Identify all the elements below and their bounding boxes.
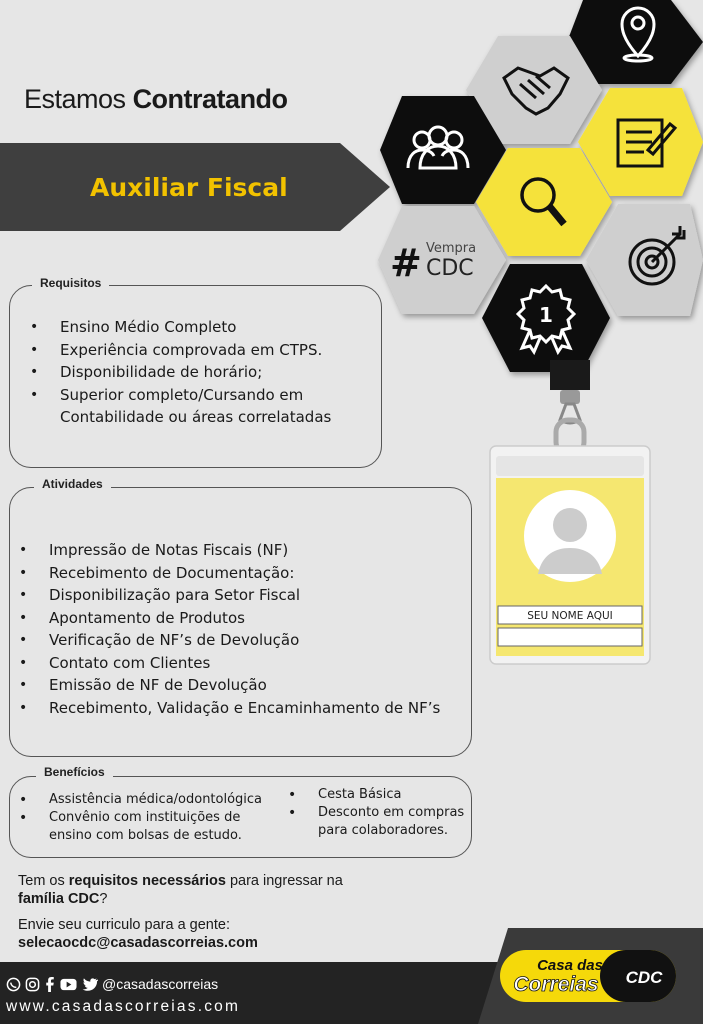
footer-logo-panel [478,928,703,1024]
hex-target [586,204,703,316]
send-cv-text: Envie seu curriculo para a gente: [18,917,230,933]
list-item: • Desconto em compras para colaboradores. [288,804,468,840]
list-item: • Verificação de NF’s de Devolução [19,629,459,652]
activities-list [19,539,459,719]
id-badge [480,360,660,670]
logo-line1: Casa das [537,957,603,974]
benefits-label: Benefícios [36,765,113,779]
list-item: • Cesta Básica [288,786,468,804]
activities-label: Atividades [34,477,111,491]
whatsapp-icon[interactable] [6,977,21,992]
social-links [6,976,218,992]
list-item: • Assistência médica/odontológica [19,791,279,809]
list-item: • Apontamento de Produtos [19,607,459,630]
benefits-list-left [19,791,279,845]
list-item: • Emissão de NF de Devolução [19,674,459,697]
hashtag-top: Vempra [426,241,477,256]
job-title: Auxiliar Fiscal [90,173,288,202]
requirements-list [30,316,370,429]
facebook-icon[interactable] [44,977,56,992]
list-item: • Superior completo/Cursando em Contabilidade ou áreas correlatadas [30,384,370,429]
instagram-icon[interactable] [25,977,40,992]
closing-question: Tem os requisitos necessários para ingressar na família CDC? [18,873,343,907]
logo-line2: Correias [513,973,599,996]
benefits-list-right [288,786,468,840]
hashtag-symbol: # [390,241,422,285]
award-rank: 1 [539,303,553,327]
social-handle[interactable]: @casadascorreias [102,976,219,992]
requirements-label: Requisitos [32,276,109,290]
list-item: • Ensino Médio Completo [30,316,370,339]
list-item: • Recebimento, Validação e Encaminhamento de NF’s [19,697,459,720]
list-item: • Impressão de Notas Fiscais (NF) [19,539,459,562]
hiring-heading: Estamos Contratando [24,84,288,114]
list-item: • Convênio com instituições de ensino com bolsas de estudo. [19,809,279,845]
website-link[interactable]: www.casadascorreias.com [6,998,241,1015]
list-item: • Disponibilidade de horário; [30,361,370,384]
logo-short: CDC [625,968,663,987]
list-item: • Disponibilização para Setor Fiscal [19,584,459,607]
youtube-icon[interactable] [60,977,77,992]
contact-email[interactable]: selecaocdc@casadascorreias.com [18,935,258,951]
list-item: • Recebimento de Documentação: [19,562,459,585]
honeycomb-graphic [370,0,703,380]
list-item: • Experiência comprovada em CTPS. [30,339,370,362]
list-item: • Contato com Clientes [19,652,459,675]
badge-name-placeholder: SEU NOME AQUI [527,610,613,622]
hashtag-bottom: CDC [426,256,474,281]
twitter-icon[interactable] [81,977,98,992]
